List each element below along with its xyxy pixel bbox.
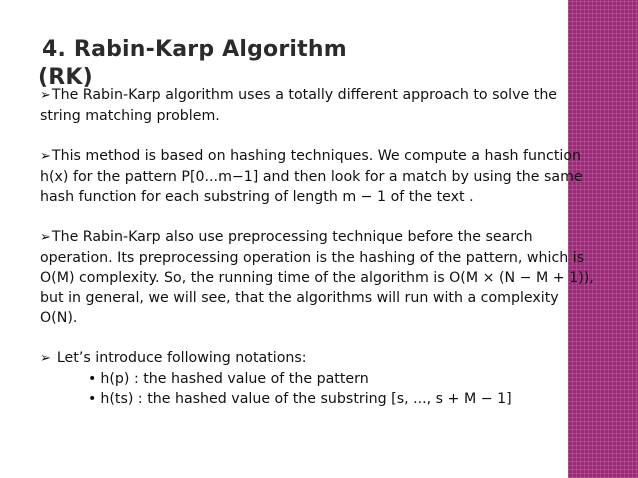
arrow-bullet-icon: ➢ bbox=[40, 88, 51, 103]
slide-title bbox=[38, 36, 347, 90]
paragraph-2 bbox=[40, 146, 600, 207]
notation-text: h(p) : the hashed value of the pattern bbox=[100, 371, 369, 387]
title-line-1: 4. Rabin-Karp Algorithm bbox=[42, 37, 347, 62]
paragraph-text: The Rabin-Karp algorithm uses a totally different approach to solve the string matching problem. bbox=[40, 87, 558, 124]
paragraph-3 bbox=[40, 227, 600, 328]
bullet-dot-icon: • bbox=[88, 371, 97, 387]
notation-item-2 bbox=[40, 389, 600, 409]
notation-text: h(ts) : the hashed value of the substring [s, ..., s + M − 1] bbox=[100, 391, 512, 407]
bullet-dot-icon: • bbox=[88, 391, 97, 407]
paragraph-text: The Rabin-Karp also use preprocessing technique before the search operation. Its preprocessing operation is the hashing of the pattern, which is O(M) complexity. So, the running time of the algorithm is O(M × (N − M + 1)), but in general, we will see, that the algorithms will run with a complexity O(N). bbox=[40, 229, 594, 326]
paragraph-1 bbox=[40, 85, 600, 126]
arrow-bullet-icon: ➢ bbox=[40, 230, 51, 245]
notations-intro bbox=[40, 348, 600, 369]
title-line-2: (RK) bbox=[38, 65, 93, 90]
slide-body bbox=[40, 85, 600, 409]
arrow-bullet-icon: ➢ bbox=[40, 351, 51, 366]
arrow-bullet-icon: ➢ bbox=[40, 149, 51, 164]
notations-intro-text: Let’s introduce following notations: bbox=[56, 350, 307, 366]
notation-item-1 bbox=[40, 369, 600, 389]
paragraph-text: This method is based on hashing techniques. We compute a hash function h(x) for the pattern P[0...m−1] and then look for a match by using the same hash function for each substring of length m − 1 of the text . bbox=[40, 148, 583, 205]
